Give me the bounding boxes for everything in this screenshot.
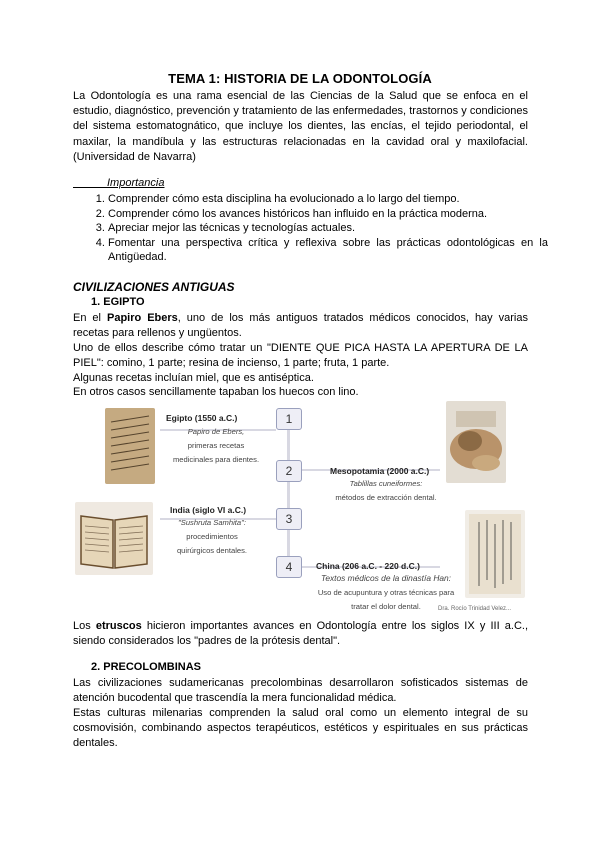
importance-heading [73,177,164,189]
timeline-node-description: Textos médicos de la dinastía Han: Uso de acupuntura y otras técnicas para tratar el dolor dental. [317,573,455,611]
section-title: CIVILIZACIONES ANTIGUAS [73,280,235,294]
precol-paragraph-1: Las civilizaciones sudamericanas precolombinas desarrollaron sofisticados sistemas de atención bucodental que trascendía la mera funcionalidad médica. [73,677,528,704]
egypt-heading: 1. EGIPTO [91,296,145,308]
timeline-node-description: Papiro de Ebers, primeras recetas medicinales para dientes. [172,427,260,464]
timeline-spine [287,428,290,568]
list-item: 1. Comprender cómo esta disciplina ha evolucionado a lo largo del tiempo. [108,192,548,207]
list-item: 4. Fomentar una perspectiva crítica y reflexiva sobre las prácticas odontológicas en la Antigüedad. [108,236,548,265]
timeline-node-title: Mesopotamia (2000 a.C.) [330,466,430,476]
importance-heading-text: Importancia [107,177,165,189]
timeline-node-number: 1 [276,408,302,430]
timeline-node-number: 2 [276,460,302,482]
tablet-image [446,401,506,483]
timeline-node-description: "Sushruta Samhita": procedimientos quirúrgicos dentales. [176,518,248,555]
egypt-paragraph-3: Algunas recetas incluían miel, que es antiséptica. [73,372,314,384]
egypt-paragraph-2: Uno de ellos describe cómo tratar un "DIENTE QUE PICA HASTA LA APERTURA DE LA PIEL": comino, 1 parte; resina de incienso, 1 parte; fruta, 1 parte. [73,342,528,369]
egypt-paragraph-4: En otros casos sencillamente tapaban los huecos con lino. [73,386,359,398]
precol-heading: 2. PRECOLOMBINAS [91,661,202,673]
book-image [75,502,153,575]
timeline-node-title: Egipto (1550 a.C.) [166,413,238,423]
etruscos-paragraph: Los etruscos hicieron importantes avances en Odontología entre los siglos IX y III a.C., siendo considerados los "padres de la prótesis dental". [73,620,528,647]
timeline-node-description: Tablillas cuneiformes: métodos de extracción dental. [335,479,437,502]
importance-list [88,192,548,265]
timeline-node-number: 3 [276,508,302,530]
scroll-image [465,510,525,598]
underline-indent [73,177,107,188]
image-credit: Dra. Rocío Trinidad Velez... [438,606,512,612]
list-item: 3. Apreciar mejor las técnicas y tecnologías actuales. [108,221,548,236]
timeline-node-title: India (siglo VI a.C.) [170,505,247,515]
papyrus-image [105,408,155,484]
list-item: 2. Comprender cómo los avances históricos han influido en la práctica moderna. [108,207,548,222]
timeline-node-number: 4 [276,556,302,578]
page-title: TEMA 1: HISTORIA DE LA ODONTOLOGÍA [168,71,432,86]
intro-paragraph: La Odontología es una rama esencial de las Ciencias de la Salud que se enfoca en el estudio, diagnóstico, prevención y tratamiento de las enfermedades, trastornos y condiciones del sistema estomatognático, que incluye los dientes, las encías, el tejido periodontal, el maxilar, la mandíbula y las estructuras relacionadas en la cavidad oral y maxilofacial. (Universidad de Navarra) [73,90,528,163]
timeline-node-title: China (206 a.C. - 220 d.C.) [316,561,420,571]
egypt-paragraph-1: En el Papiro Ebers, uno de los más antiguos tratados médicos conocidos, hay varias recetas para rellenos y ungüentos. [73,312,528,339]
precol-paragraph-2: Estas culturas milenarias comprenden la salud oral como un elemento integral de su cosmovisión, combinando aspectos terapéuticos, estéticos y espirituales en sus prácticas dentales. [73,707,528,749]
